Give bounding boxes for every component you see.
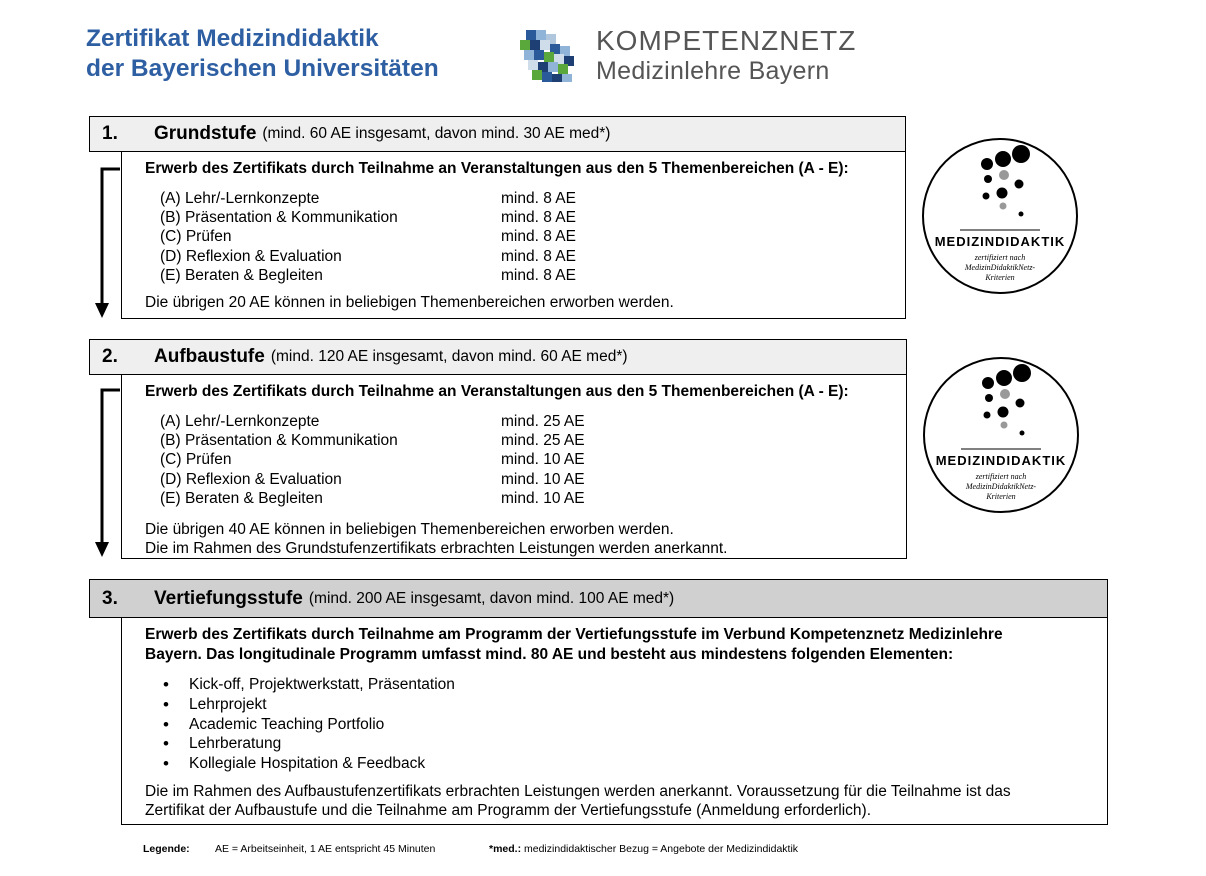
stage-1-body <box>121 152 906 319</box>
arrow-down-icon <box>92 387 124 561</box>
stage-note: Die übrigen 20 AE können in beliebigen Themenbereichen erworben werden. <box>145 294 674 312</box>
topic-row <box>160 450 906 469</box>
legend-med-term: *med.: <box>489 843 522 855</box>
bavaria-map-icon <box>518 26 582 90</box>
stage-subtitle: (mind. 200 AE insgesamt, davon mind. 100 AE med*) <box>308 589 675 607</box>
topic-value: mind. 8 AE <box>501 209 576 227</box>
topic-row <box>160 489 906 508</box>
stage-note: Die übrigen 40 AE können in beliebigen Themenbereichen erworben werden. <box>145 521 674 539</box>
legend-ae: AE = Arbeitseinheit, 1 AE entspricht 45 Minuten <box>215 843 436 855</box>
seal-subtext-1: zertifiziert nach <box>975 472 1027 481</box>
topic-row <box>160 247 905 266</box>
topic-value: mind. 10 AE <box>501 489 585 507</box>
seal-label: MEDIZINDIDAKTIK <box>934 234 1066 249</box>
list-item: • Lehrprojekt <box>163 695 1107 715</box>
program-elements-list <box>163 675 1107 774</box>
logo-line-1: KOMPETENZNETZ <box>596 25 857 56</box>
topic-row <box>160 412 906 431</box>
topic-list <box>160 412 906 508</box>
topic-row <box>160 208 905 227</box>
stage-1-header <box>89 116 906 152</box>
topic-value: mind. 10 AE <box>501 451 585 469</box>
seal-subtext-3: Kriterien <box>986 492 1016 501</box>
arrow-down-icon <box>92 166 124 322</box>
topic-row <box>160 431 906 450</box>
topic-value: mind. 8 AE <box>501 266 576 284</box>
title-line-1: Zertifikat Medizindidaktik <box>86 25 379 52</box>
logo-line-2: Medizinlehre Bayern <box>596 57 830 85</box>
topic-label: (B) Präsentation & Kommunikation <box>160 209 398 227</box>
topic-row <box>160 470 906 489</box>
stage-intro: Erwerb des Zertifikats durch Teilnahme an Veranstaltungen aus den 5 Themenbereichen (A - E): <box>145 383 849 400</box>
topic-value: mind. 10 AE <box>501 470 585 488</box>
topic-row <box>160 227 905 246</box>
list-item: • Academic Teaching Portfolio <box>163 715 1107 735</box>
topic-label: (C) Prüfen <box>160 228 232 246</box>
seal-subtext-2: MedizinDidaktikNetz- <box>964 263 1036 272</box>
stage-note-line-2: Zertifikat der Aufbaustufe und die Teilnahme am Programm der Vertiefungsstufe (Anmeldung erforderlich). <box>145 801 872 819</box>
stage-subtitle: (mind. 60 AE insgesamt, davon mind. 30 AE med*) <box>262 125 611 142</box>
stage-name: Vertiefungsstufe <box>154 587 303 609</box>
topic-value: mind. 25 AE <box>501 432 585 450</box>
legend-key: Legende: <box>143 843 190 855</box>
topic-value: mind. 25 AE <box>501 413 585 430</box>
seal-subtext-1: zertifiziert nach <box>974 253 1026 262</box>
stage-name: Grundstufe <box>154 123 257 144</box>
topic-label: (D) Reflexion & Evaluation <box>160 470 342 488</box>
stage-2-header <box>89 339 907 375</box>
stage-number: 3. <box>102 587 118 609</box>
stage-note: Die im Rahmen des Grundstufenzertifikats erbrachten Leistungen werden anerkannt. <box>145 540 728 558</box>
topic-label: (A) Lehr/-Lernkonzepte <box>160 413 320 430</box>
logo-text <box>596 26 856 86</box>
topic-value: mind. 8 AE <box>501 190 576 207</box>
topic-label: (A) Lehr/-Lernkonzepte <box>160 190 320 207</box>
stage-intro: Erwerb des Zertifikats durch Teilnahme an Veranstaltungen aus den 5 Themenbereichen (A - E): <box>145 160 849 177</box>
list-item: • Kick-off, Projektwerkstatt, Präsentation <box>163 675 1107 695</box>
topic-row <box>160 189 905 208</box>
stage-note-line-1: Die im Rahmen des Aufbaustufenzertifikats erbrachten Leistungen werden anerkannt. Voraussetzung für die Teilnahme ist das <box>145 782 1011 800</box>
topic-label: (B) Präsentation & Kommunikation <box>160 432 398 450</box>
legend-med <box>489 843 798 855</box>
list-item: • Kollegiale Hospitation & Feedback <box>163 754 1107 774</box>
stage-name: Aufbaustufe <box>154 346 265 367</box>
legend <box>143 843 798 855</box>
stage-number: 2. <box>102 346 118 367</box>
topic-label: (D) Reflexion & Evaluation <box>160 247 342 265</box>
topic-value: mind. 8 AE <box>501 228 576 246</box>
stage-3-body <box>121 618 1108 825</box>
document-title <box>86 24 516 84</box>
stage-3-header <box>89 579 1108 618</box>
stage-2-body <box>121 375 907 559</box>
stage-subtitle: (mind. 120 AE insgesamt, davon mind. 60 AE med*) <box>270 348 628 365</box>
title-line-2: der Bayerischen Universitäten <box>86 55 439 82</box>
legend-med-def: medizindidaktischer Bezug = Angebote der Medizindidaktik <box>521 843 799 855</box>
topic-label: (E) Beraten & Begleiten <box>160 266 323 284</box>
topic-row <box>160 266 905 285</box>
seal-subtext-2: MedizinDidaktikNetz- <box>965 482 1037 491</box>
medizindidaktik-seal-1 <box>920 136 1080 296</box>
seal-subtext-3: Kriterien <box>985 273 1015 282</box>
stage-number: 1. <box>102 123 118 144</box>
list-item: • Lehrberatung <box>163 734 1107 754</box>
topic-list <box>160 189 905 285</box>
stage-intro-line-2: Bayern. Das longitudinale Programm umfasst mind. 80 AE und besteht aus mindestens folgenden Elementen: <box>145 646 954 663</box>
seal-label: MEDIZINDIDAKTIK <box>935 453 1067 468</box>
stage-intro-line-1: Erwerb des Zertifikats durch Teilnahme am Programm der Vertiefungsstufe im Verbund Kompetenznetz Medizinlehre <box>145 626 1003 643</box>
medizindidaktik-seal-2 <box>921 355 1081 515</box>
topic-label: (E) Beraten & Begleiten <box>160 489 323 507</box>
topic-value: mind. 8 AE <box>501 247 576 265</box>
kompetenznetz-logo <box>518 24 858 88</box>
topic-label: (C) Prüfen <box>160 451 232 469</box>
